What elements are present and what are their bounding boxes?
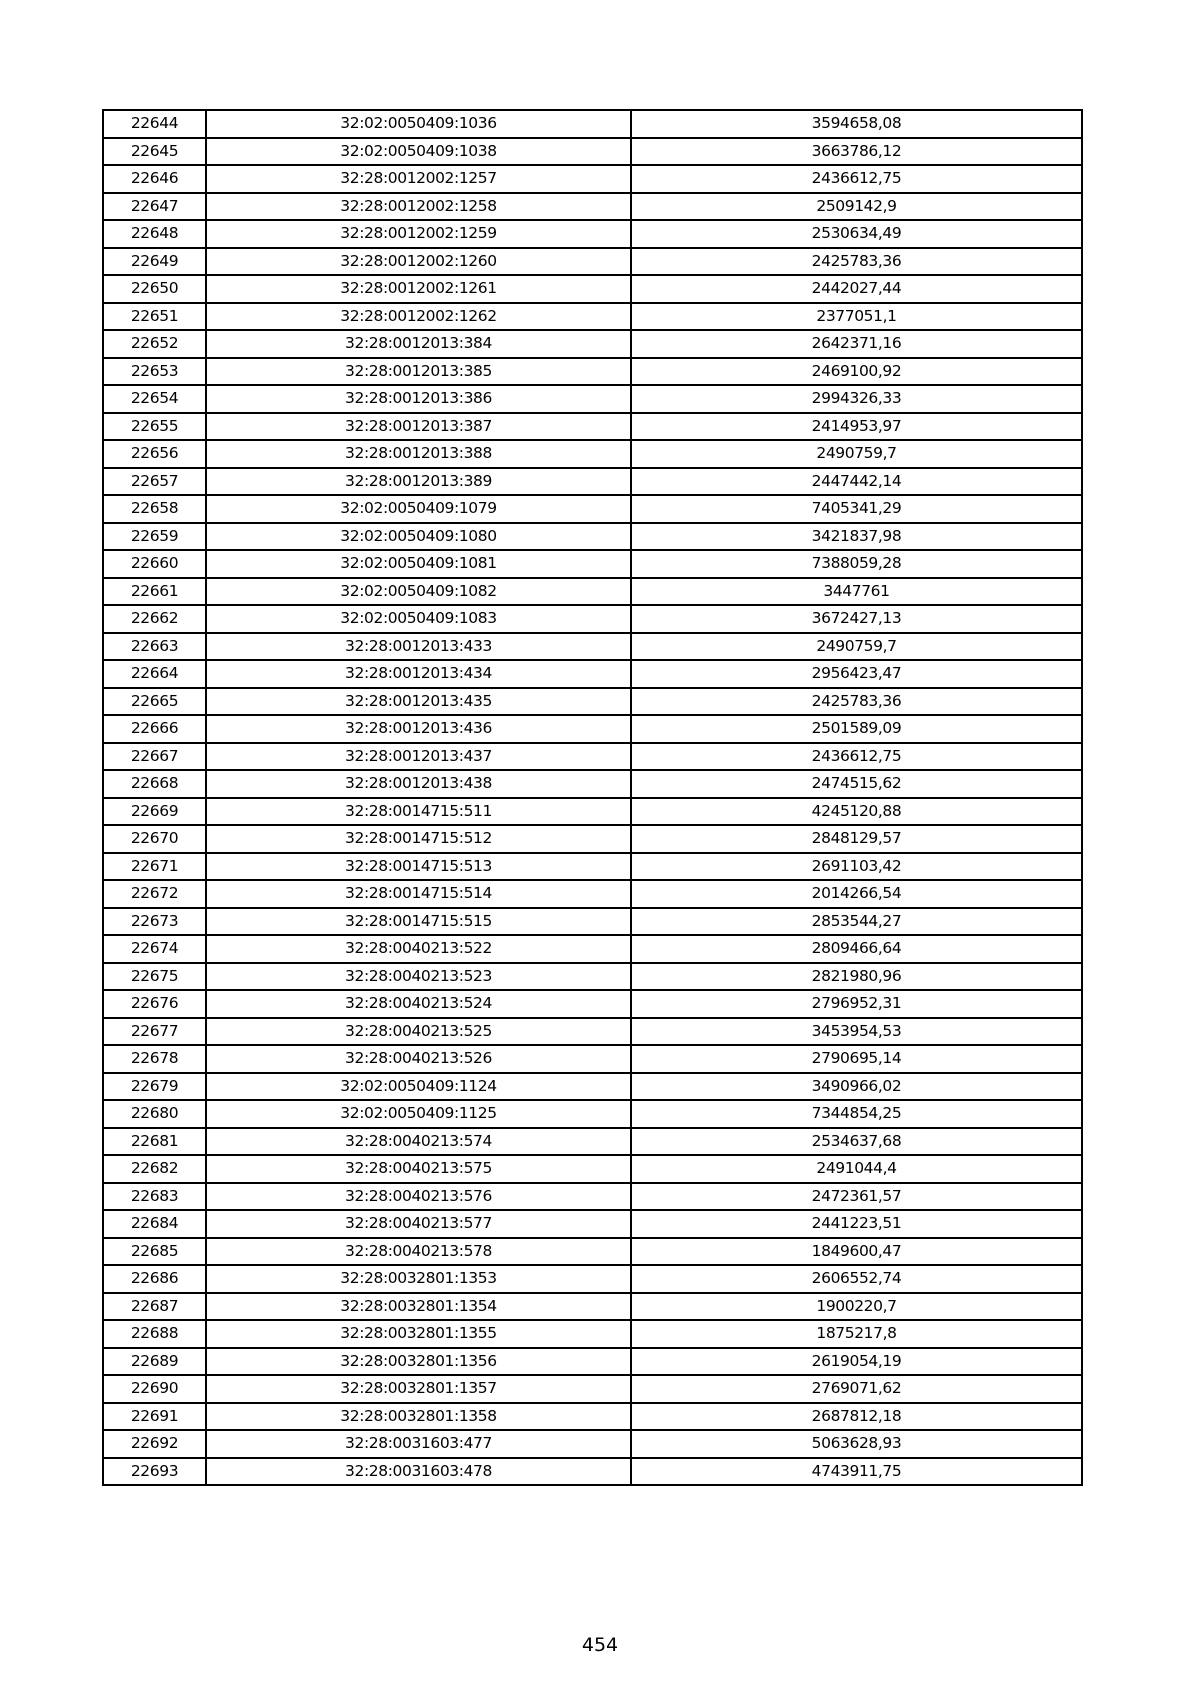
cadastral-value-cell: 3672427,13: [631, 605, 1082, 633]
row-number-cell: 22669: [103, 798, 206, 826]
table-row: [103, 1210, 1082, 1238]
table-row: [103, 248, 1082, 276]
table-row: [103, 688, 1082, 716]
cadastral-value-cell: 2821980,96: [631, 963, 1082, 991]
cadastral-number-cell: 32:02:0050409:1036: [206, 110, 631, 138]
row-number-cell: 22655: [103, 413, 206, 441]
cadastral-number-cell: 32:28:0012013:434: [206, 660, 631, 688]
table-row: [103, 1458, 1082, 1486]
cadastral-number-cell: 32:28:0012013:388: [206, 440, 631, 468]
cadastral-value-cell: 2014266,54: [631, 880, 1082, 908]
cadastral-value-cell: 2606552,74: [631, 1265, 1082, 1293]
table-row: [103, 523, 1082, 551]
row-number-cell: 22667: [103, 743, 206, 771]
cadastral-value-cell: 3490966,02: [631, 1073, 1082, 1101]
cadastral-value-cell: 2442027,44: [631, 275, 1082, 303]
table-row: [103, 853, 1082, 881]
cadastral-number-cell: 32:28:0040213:576: [206, 1183, 631, 1211]
table-row: [103, 1430, 1082, 1458]
row-number-cell: 22688: [103, 1320, 206, 1348]
cadastral-number-cell: 32:02:0050409:1082: [206, 578, 631, 606]
cadastral-number-cell: 32:28:0032801:1358: [206, 1403, 631, 1431]
cadastral-value-cell: 2769071,62: [631, 1375, 1082, 1403]
row-number-cell: 22647: [103, 193, 206, 221]
table-row: [103, 1348, 1082, 1376]
row-number-cell: 22661: [103, 578, 206, 606]
cadastral-value-cell: 2509142,9: [631, 193, 1082, 221]
cadastral-number-cell: 32:28:0012013:386: [206, 385, 631, 413]
table-row: [103, 605, 1082, 633]
table-row: [103, 660, 1082, 688]
row-number-cell: 22664: [103, 660, 206, 688]
cadastral-value-cell: 3594658,08: [631, 110, 1082, 138]
row-number-cell: 22658: [103, 495, 206, 523]
cadastral-number-cell: 32:28:0040213:523: [206, 963, 631, 991]
cadastral-value-cell: 2490759,7: [631, 440, 1082, 468]
row-number-cell: 22674: [103, 935, 206, 963]
row-number-cell: 22687: [103, 1293, 206, 1321]
row-number-cell: 22673: [103, 908, 206, 936]
cadastral-number-cell: 32:28:0032801:1353: [206, 1265, 631, 1293]
cadastral-value-cell: 4743911,75: [631, 1458, 1082, 1486]
table-row: [103, 1265, 1082, 1293]
cadastral-value-cell: 3663786,12: [631, 138, 1082, 166]
row-number-cell: 22654: [103, 385, 206, 413]
table-row: [103, 1183, 1082, 1211]
table-row: [103, 578, 1082, 606]
table-row: [103, 1100, 1082, 1128]
table-row: [103, 1045, 1082, 1073]
cadastral-number-cell: 32:28:0031603:477: [206, 1430, 631, 1458]
row-number-cell: 22682: [103, 1155, 206, 1183]
row-number-cell: 22675: [103, 963, 206, 991]
row-number-cell: 22685: [103, 1238, 206, 1266]
cadastral-number-cell: 32:28:0012013:389: [206, 468, 631, 496]
cadastral-number-cell: 32:28:0012013:436: [206, 715, 631, 743]
cadastral-value-cell: 2490759,7: [631, 633, 1082, 661]
cadastral-number-cell: 32:02:0050409:1125: [206, 1100, 631, 1128]
row-number-cell: 22676: [103, 990, 206, 1018]
cadastral-value-cell: 2425783,36: [631, 248, 1082, 276]
row-number-cell: 22686: [103, 1265, 206, 1293]
cadastral-value-cell: 1849600,47: [631, 1238, 1082, 1266]
table-row: [103, 1320, 1082, 1348]
table-row: [103, 880, 1082, 908]
cadastral-value-cell: 4245120,88: [631, 798, 1082, 826]
table-row: [103, 1128, 1082, 1156]
table-row: [103, 825, 1082, 853]
cadastral-value-cell: 3447761: [631, 578, 1082, 606]
cadastral-value-cell: 2436612,75: [631, 165, 1082, 193]
cadastral-number-cell: 32:28:0012013:433: [206, 633, 631, 661]
table-row: [103, 440, 1082, 468]
row-number-cell: 22691: [103, 1403, 206, 1431]
cadastral-value-cell: 2441223,51: [631, 1210, 1082, 1238]
table-row: [103, 165, 1082, 193]
cadastral-value-cell: 2994326,33: [631, 385, 1082, 413]
cadastral-number-cell: 32:28:0012013:435: [206, 688, 631, 716]
cadastral-value-cell: 7405341,29: [631, 495, 1082, 523]
cadastral-value-cell: 2691103,42: [631, 853, 1082, 881]
page-number: 454: [581, 1634, 619, 1656]
table-row: [103, 193, 1082, 221]
cadastral-number-cell: 32:02:0050409:1038: [206, 138, 631, 166]
cadastral-number-cell: 32:28:0012013:438: [206, 770, 631, 798]
cadastral-value-cell: 2848129,57: [631, 825, 1082, 853]
table-row: [103, 303, 1082, 331]
table-row: [103, 468, 1082, 496]
row-number-cell: 22677: [103, 1018, 206, 1046]
cadastral-number-cell: 32:02:0050409:1083: [206, 605, 631, 633]
cadastral-value-cell: 2447442,14: [631, 468, 1082, 496]
row-number-cell: 22660: [103, 550, 206, 578]
table-row: [103, 1073, 1082, 1101]
cadastral-number-cell: 32:02:0050409:1079: [206, 495, 631, 523]
cadastral-value-cell: 2687812,18: [631, 1403, 1082, 1431]
row-number-cell: 22644: [103, 110, 206, 138]
cadastral-value-cell: 2534637,68: [631, 1128, 1082, 1156]
table-row: [103, 1238, 1082, 1266]
cadastral-value-cell: 1875217,8: [631, 1320, 1082, 1348]
row-number-cell: 22651: [103, 303, 206, 331]
cadastral-number-cell: 32:28:0040213:575: [206, 1155, 631, 1183]
cadastral-value-cell: 2472361,57: [631, 1183, 1082, 1211]
cadastral-number-cell: 32:28:0031603:478: [206, 1458, 631, 1486]
cadastral-value-cell: 2501589,09: [631, 715, 1082, 743]
cadastral-value-cell: 2530634,49: [631, 220, 1082, 248]
row-number-cell: 22670: [103, 825, 206, 853]
table-row: [103, 550, 1082, 578]
cadastral-value-cell: 1900220,7: [631, 1293, 1082, 1321]
cadastral-number-cell: 32:28:0014715:514: [206, 880, 631, 908]
cadastral-value-cell: 2796952,31: [631, 990, 1082, 1018]
row-number-cell: 22663: [103, 633, 206, 661]
cadastral-number-cell: 32:28:0032801:1354: [206, 1293, 631, 1321]
row-number-cell: 22681: [103, 1128, 206, 1156]
cadastral-number-cell: 32:28:0032801:1356: [206, 1348, 631, 1376]
table-row: [103, 633, 1082, 661]
cadastral-number-cell: 32:28:0014715:512: [206, 825, 631, 853]
table-row: [103, 220, 1082, 248]
row-number-cell: 22683: [103, 1183, 206, 1211]
cadastral-number-cell: 32:28:0014715:513: [206, 853, 631, 881]
cadastral-value-cell: 2809466,64: [631, 935, 1082, 963]
cadastral-number-cell: 32:28:0012002:1257: [206, 165, 631, 193]
cadastral-value-cell: 3421837,98: [631, 523, 1082, 551]
row-number-cell: 22693: [103, 1458, 206, 1486]
row-number-cell: 22650: [103, 275, 206, 303]
cadastral-value-cell: 2474515,62: [631, 770, 1082, 798]
cadastral-value-cell: 2642371,16: [631, 330, 1082, 358]
row-number-cell: 22657: [103, 468, 206, 496]
cadastral-value-cell: 2377051,1: [631, 303, 1082, 331]
cadastral-number-cell: 32:28:0040213:526: [206, 1045, 631, 1073]
cadastral-value-cell: 7388059,28: [631, 550, 1082, 578]
row-number-cell: 22652: [103, 330, 206, 358]
table-row: [103, 1403, 1082, 1431]
cadastral-value-cell: 2491044,4: [631, 1155, 1082, 1183]
table-row: [103, 990, 1082, 1018]
cadastral-number-cell: 32:28:0014715:511: [206, 798, 631, 826]
table-row: [103, 385, 1082, 413]
row-number-cell: 22645: [103, 138, 206, 166]
table-row: [103, 798, 1082, 826]
cadastral-number-cell: 32:28:0012013:387: [206, 413, 631, 441]
cadastral-number-cell: 32:28:0040213:524: [206, 990, 631, 1018]
row-number-cell: 22656: [103, 440, 206, 468]
cadastral-value-cell: 2956423,47: [631, 660, 1082, 688]
table-row: [103, 715, 1082, 743]
table-row: [103, 1018, 1082, 1046]
row-number-cell: 22678: [103, 1045, 206, 1073]
cadastral-value-cell: 2469100,92: [631, 358, 1082, 386]
cadastral-number-cell: 32:02:0050409:1124: [206, 1073, 631, 1101]
cadastral-value-cell: 3453954,53: [631, 1018, 1082, 1046]
cadastral-value-cell: 2436612,75: [631, 743, 1082, 771]
cadastral-number-cell: 32:28:0040213:578: [206, 1238, 631, 1266]
table-row: [103, 908, 1082, 936]
row-number-cell: 22679: [103, 1073, 206, 1101]
cadastral-value-cell: 7344854,25: [631, 1100, 1082, 1128]
cadastral-number-cell: 32:28:0012002:1261: [206, 275, 631, 303]
cadastral-value-cell: 2414953,97: [631, 413, 1082, 441]
row-number-cell: 22680: [103, 1100, 206, 1128]
cadastral-number-cell: 32:28:0012013:437: [206, 743, 631, 771]
row-number-cell: 22659: [103, 523, 206, 551]
row-number-cell: 22649: [103, 248, 206, 276]
row-number-cell: 22672: [103, 880, 206, 908]
cadastral-value-cell: 2619054,19: [631, 1348, 1082, 1376]
table-row: [103, 275, 1082, 303]
cadastral-number-cell: 32:28:0032801:1355: [206, 1320, 631, 1348]
table-row: [103, 1155, 1082, 1183]
row-number-cell: 22689: [103, 1348, 206, 1376]
row-number-cell: 22671: [103, 853, 206, 881]
cadastral-number-cell: 32:28:0040213:574: [206, 1128, 631, 1156]
cadastral-number-cell: 32:28:0040213:525: [206, 1018, 631, 1046]
table-row: [103, 770, 1082, 798]
cadastral-number-cell: 32:28:0012013:384: [206, 330, 631, 358]
row-number-cell: 22690: [103, 1375, 206, 1403]
table-body: [103, 110, 1082, 1485]
row-number-cell: 22684: [103, 1210, 206, 1238]
table-row: [103, 743, 1082, 771]
cadastral-number-cell: 32:28:0032801:1357: [206, 1375, 631, 1403]
cadastral-value-cell: 2425783,36: [631, 688, 1082, 716]
table-row: [103, 1375, 1082, 1403]
table-row: [103, 330, 1082, 358]
table-row: [103, 935, 1082, 963]
cadastral-number-cell: 32:28:0012013:385: [206, 358, 631, 386]
table-row: [103, 495, 1082, 523]
row-number-cell: 22692: [103, 1430, 206, 1458]
cadastral-value-cell: 2853544,27: [631, 908, 1082, 936]
cadastral-number-cell: 32:28:0012002:1259: [206, 220, 631, 248]
cadastral-value-cell: 2790695,14: [631, 1045, 1082, 1073]
cadastral-number-cell: 32:28:0014715:515: [206, 908, 631, 936]
table-row: [103, 110, 1082, 138]
table-row: [103, 138, 1082, 166]
cadastral-number-cell: 32:28:0012002:1260: [206, 248, 631, 276]
cadastral-value-cell: 5063628,93: [631, 1430, 1082, 1458]
cadastral-number-cell: 32:02:0050409:1080: [206, 523, 631, 551]
table-row: [103, 963, 1082, 991]
row-number-cell: 22666: [103, 715, 206, 743]
row-number-cell: 22646: [103, 165, 206, 193]
cadastral-number-cell: 32:28:0012002:1262: [206, 303, 631, 331]
table-row: [103, 358, 1082, 386]
row-number-cell: 22665: [103, 688, 206, 716]
table-row: [103, 413, 1082, 441]
row-number-cell: 22662: [103, 605, 206, 633]
table-row: [103, 1293, 1082, 1321]
row-number-cell: 22668: [103, 770, 206, 798]
cadastral-number-cell: 32:02:0050409:1081: [206, 550, 631, 578]
cadastral-value-table: [102, 109, 1083, 1486]
cadastral-number-cell: 32:28:0012002:1258: [206, 193, 631, 221]
row-number-cell: 22648: [103, 220, 206, 248]
row-number-cell: 22653: [103, 358, 206, 386]
cadastral-number-cell: 32:28:0040213:522: [206, 935, 631, 963]
cadastral-number-cell: 32:28:0040213:577: [206, 1210, 631, 1238]
